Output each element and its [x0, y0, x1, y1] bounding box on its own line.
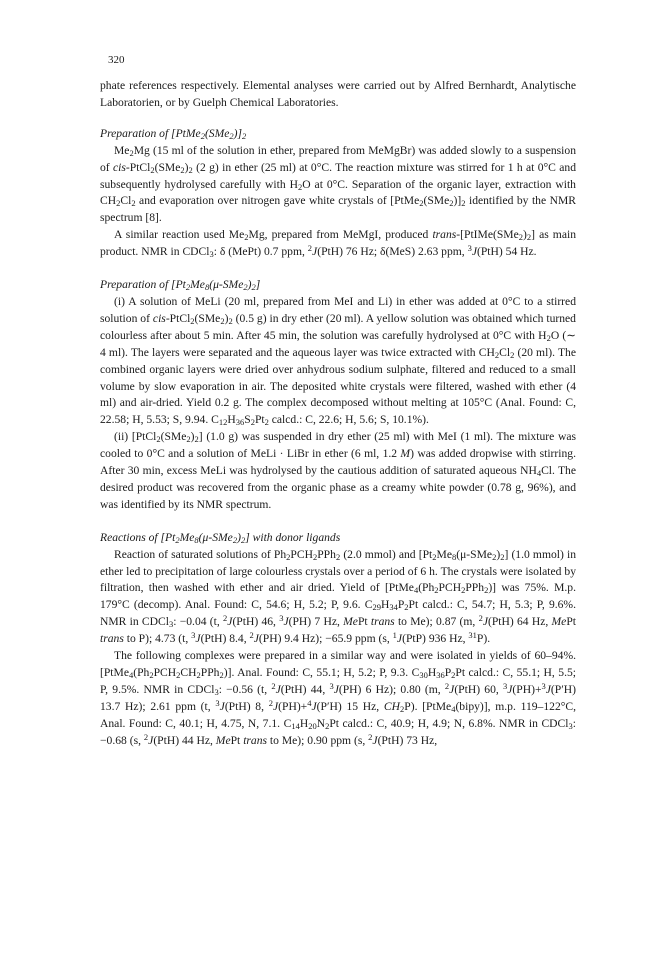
section-heading: Reactions of $[Pt_2Me_8(\mu-SMe_2)_2]$ with donor ligands — [100, 530, 341, 545]
body-paragraph: (i) A solution of MeLi (20 ml, prepared from MeI and Li) in ether was added at 0°C to a stirred solution of cis-$PtCl_2(SMe_2)_2$ (0.5 g) in dry ether (20 ml). A yellow solution was obtained which turned colourless after about 5 min. After 45 min, the solution was carefully hydrolysed at 0°C with $H_2O$ (∼ 4 ml). The layers were separated and the aqueous layer was twice extracted with $CH_2Cl_2$ (20 ml). The combined organic layers were dried over anhydrous sodium sulphate, filtered and reduced to a small volume by slow evaporation in air. The deposited white crystals were filtered, washed with ether (4 ml) and air-dried. Yield 0.2 g. The complex decomposed without melting at 105°C (Anal. Found: C, 22.58; H, 5.53; S, 9.94. $C_{12}H_{36}S_2Pt_2$ calcd.: C, 22.6; H, 5.6; S, 10.1%). — [100, 294, 576, 428]
body-paragraph: $Me_2Mg$ (15 ml of the solution in ether, prepared from MeMgBr) was added slowly to a suspension of cis-$PtCl_2(SMe_2)_2$ (2 g) in ether (25 ml) at 0°C. The reaction mixture was stirred for 1 h at 0°C and subsequently hydrolysed carefully with $H_2O$ at 0°C. Separation of the organic layer, extraction with $CH_2Cl_2$ and evaporation over nitrogen gave white crystals of $[PtMe_2(SMe_2)]_2$ identified by the NMR spectrum [8]. — [100, 143, 576, 225]
body-paragraph: Reaction of saturated solutions of $Ph_2PCH_2PPh_2$ (2.0 mmol) and $[Pt_2Me_8(\mu-SMe_2)_2]$ (1.0 mmol) in ether led to precipitation of large colourless crystals over a period of 6 h. The crystals were isolated by filtration, then washed with ether and air dried. Yield of $[PtMe_4(Ph_2PCH_2PPh_2)]$ was 75%. M.p. 179°C (decomp). Anal. Found: C, 54.6; H, 5.2; P, 9.6. $C_{29}H_{34}P_2Pt$ calcd.: C, 54.7; H, 5.3; P, 9.6%. NMR in CDCl$_3$: −0.04 (t, $^2$J(PtH) 46, $^3$J(PH) 7 Hz, MePt trans to Me); 0.87 (m, $^2$J(PtH) 64 Hz, MePt trans to P); 4.73 (t, $^3$J(PtH) 8.4, $^2$J(PH) 9.4 Hz); −65.9 ppm (s, $^1$J(PtP) 936 Hz, $^{31}$P). — [100, 547, 577, 646]
body-paragraph: phate references respectively. Elemental analyses were carried out by Alfred Bernhardt, Analytische Laboratorien, or by Guelph Chemical Laboratories. — [100, 79, 576, 109]
body-paragraph: The following complexes were prepared in a similar way and were isolated in yields of 60–94%. $[PtMe_4(Ph_2PCH_2CH_2PPh_2)]$. Anal. Found: C, 55.1; H, 5.2; P, 9.3. $C_{30}H_{36}P_2Pt$ calcd.: C, 55.1; H, 5.5; P, 9.5%. NMR in CDCl$_3$: −0.56 (t, $^2$J(PtH) 44, $^3$J(PH) 6 Hz); 0.80 (m, $^2$J(PtH) 60, $^3$J(PH)+$^3$J(P′H) 13.7 Hz); 2.61 ppm (t, $^3$J(PtH) 8, $^2$J(PH)+$^4$J(P′H) 15 Hz, $CH_2P$). [PtMe$_4$(bipy)], m.p. 119–122°C, Anal. Found: C, 40.1; H, 4.75, N, 7.1. $C_{14}H_{20}N_2Pt$ calcd.: C, 40.9; H, 4.9; N, 6.8%. NMR in CDCl$_3$: −0.68 (s, $^2$J(PtH) 44 Hz, MePt trans to Me); 0.90 ppm (s, $^2$J(PtH) 73 Hz, — [100, 649, 577, 747]
body-paragraph: A similar reaction used $Me_2Mg$, prepared from MeMgI, produced trans-$[PtIMe(SMe_2)_2]$ as main product. NMR in CDCl$_3$: δ (MePt) 0.7 ppm, $^2$J(PtH) 76 Hz; δ(MeS) 2.63 ppm, $^3$J(PtH) 54 Hz. — [100, 228, 576, 260]
document-body — [100, 78, 576, 750]
section-heading: Preparation of $[Pt_2Me_8(\mu-SMe_2)_2]$ — [100, 278, 261, 293]
body-paragraph: (ii) $[PtCl_2(SMe_2)_2]$ (1.0 g) was suspended in dry ether (25 ml) with MeI (1 ml). The mixture was cooled to 0°C and a solution of MeLi · LiBr in ether (6 ml, 1.2 M) was added dropwise with stirring. After 30 min, excess MeLi was hydrolysed by the cautious addition of saturated aqueous $NH_4Cl$. The desired product was recovered from the organic phase as a creamy white powder (0.78 g, 96%), and was identified by its NMR spectrum. — [100, 430, 576, 511]
page-number: 320 — [108, 54, 125, 66]
section-heading: Preparation of $[PtMe_2(SMe_2)]_2$ — [100, 126, 247, 141]
